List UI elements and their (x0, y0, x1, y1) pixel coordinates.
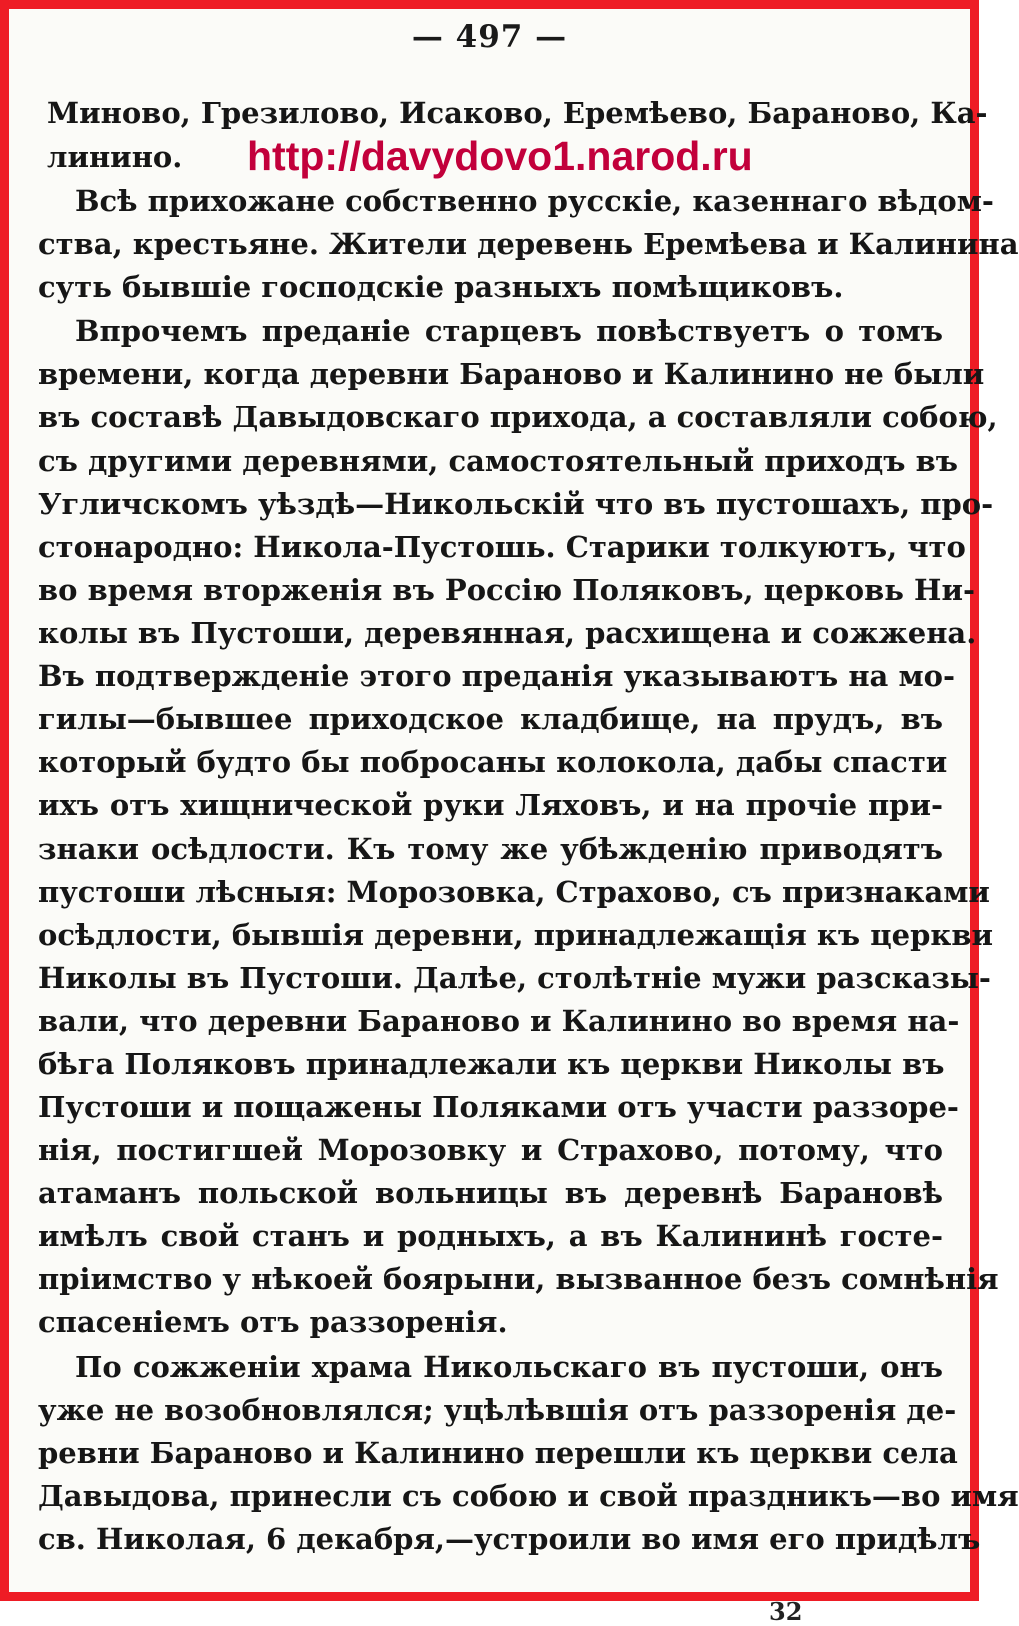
text-line: ревни Бараново и Калинино перешли къ церкви села (38, 1436, 958, 1470)
text-line: осѣдлости, бывшія деревни, принадлежащія къ церкви (38, 918, 993, 952)
text-line: ихъ отъ хищнической руки Ляховъ, и на прочіе при- (38, 788, 943, 822)
text-line: времени, когда деревни Бараново и Калинино не были (38, 357, 985, 391)
text-line: стонародно: Никола-Пустошь. Старики толкуютъ, что (38, 530, 966, 564)
text-line: во время вторженія въ Россію Поляковъ, церковь Ни- (38, 573, 976, 607)
text-line: атаманъ польской вольницы въ деревнѣ Барановѣ (38, 1176, 943, 1210)
text-line: колы въ Пустоши, деревянная, расхищена и сожжена. (38, 616, 977, 650)
text-line: ства, крестьяне. Жители деревень Еремѣева и Калинина (38, 227, 1019, 261)
text-line: Николы въ Пустоши. Далѣе, столѣтніе мужи разсказы- (38, 961, 991, 995)
text-line: который будто бы побросаны колокола, дабы спасти (38, 745, 948, 779)
text-line: уже не возобновлялся; уцѣлѣвшія отъ раззоренія де- (38, 1393, 957, 1427)
text-line: гилы—бывшее приходское кладбище, на прудъ, въ (38, 702, 943, 736)
text-line: По сожженіи храма Никольскаго въ пустоши, онъ (75, 1350, 943, 1384)
text-line: линино. (47, 140, 183, 174)
text-line: Въ подтвержденіе этого преданія указываютъ на мо- (38, 659, 956, 693)
text-line: съ другими деревнями, самостоятельный приходъ въ (38, 444, 958, 478)
text-line: пустоши лѣсныя: Морозовка, Страхово, съ признаками (38, 875, 990, 909)
text-line: вали, что деревни Бараново и Калинино во время на- (38, 1004, 960, 1038)
watermark-url: http://davydovo1.narod.ru (247, 133, 753, 179)
text-line: въ составѣ Давыдовскаго прихода, а составляли собою, (38, 400, 998, 434)
text-line: Давыдова, принесли съ собою и свой праздникъ—во имя (38, 1479, 1019, 1513)
text-line: знаки осѣдлости. Къ тому же убѣжденію приводятъ (38, 832, 943, 866)
text-line: суть бывшіе господскіе разныхъ помѣщиковъ. (38, 270, 844, 304)
text-line: Впрочемъ преданіе старцевъ повѣствуетъ о томъ (75, 314, 943, 348)
bottom-fragment: 32 (769, 1597, 803, 1626)
page-number: — 497 — (411, 19, 568, 55)
text-line: пріимство у нѣкоей боярыни, вызванное безъ сомнѣнія (38, 1262, 999, 1296)
text-line: Всѣ прихожане собственно русскіе, казеннаго вѣдом- (75, 184, 994, 218)
text-line: нія, постигшей Морозовку и Страхово, потому, что (38, 1133, 943, 1167)
text-line: Угличскомъ уѣздѣ—Никольскій что въ пустошахъ, про- (38, 487, 994, 521)
text-line: Пустоши и пощажены Поляками отъ участи раззоре- (38, 1090, 959, 1124)
text-line: спасеніемъ отъ раззоренія. (38, 1305, 508, 1339)
text-line: Миново, Грезилово, Исаково, Еремѣево, Бараново, Ка- (47, 96, 988, 130)
text-line: св. Николая, 6 декабря,—устроили во имя его придѣлъ (38, 1522, 981, 1556)
text-line: бѣга Поляковъ принадлежали къ церкви Николы въ (38, 1047, 945, 1081)
text-line: имѣлъ свой станъ и родныхъ, а въ Калининѣ госте- (38, 1219, 943, 1253)
